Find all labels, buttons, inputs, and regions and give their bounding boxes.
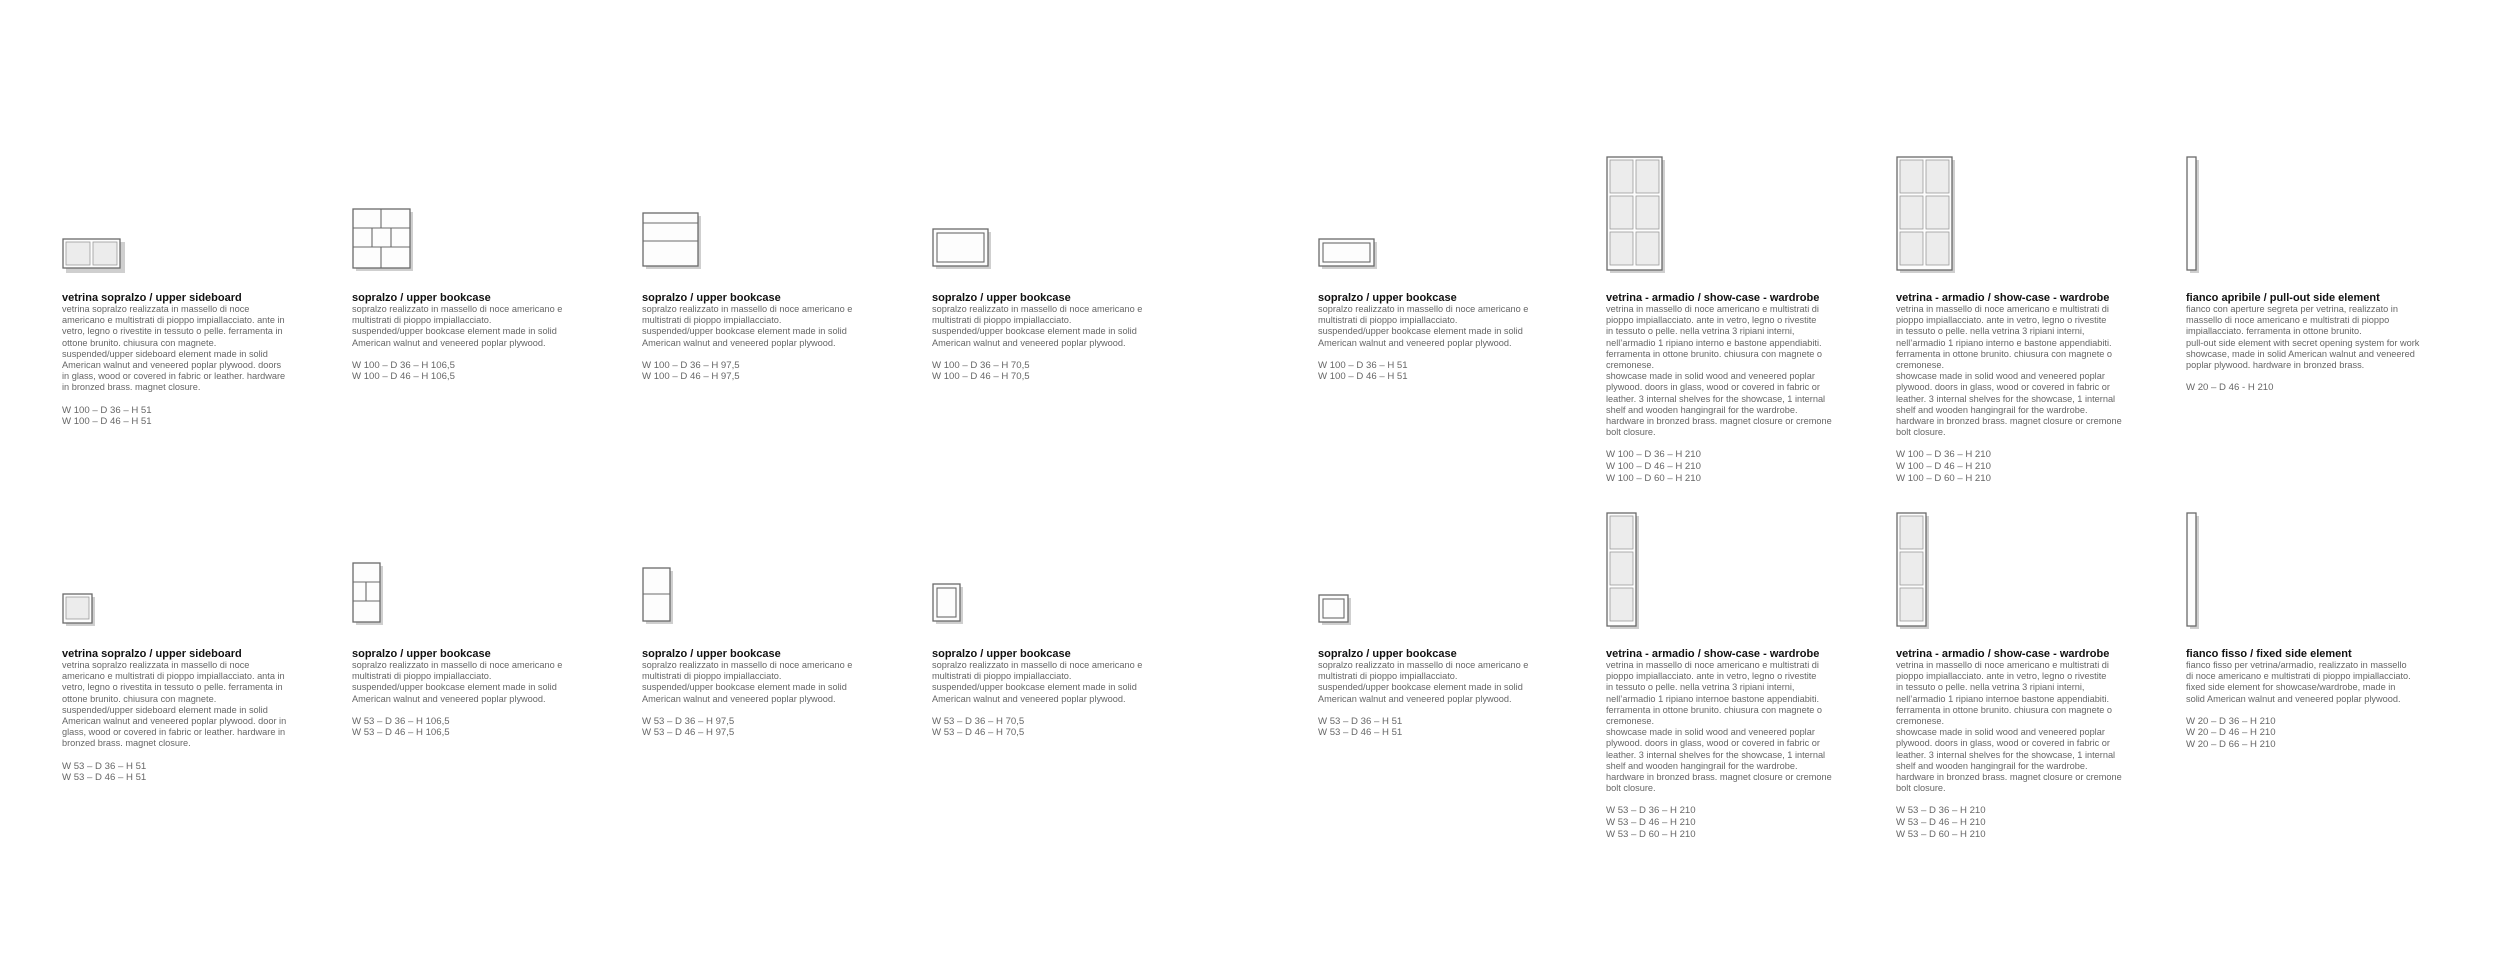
fixed-side-element-drawing <box>2186 512 2200 630</box>
product-dimensions: W 100 – D 36 – H 210 W 100 – D 46 – H 210 W 100 – D 60 – H 210 <box>1896 449 1991 484</box>
product-card <box>352 648 602 739</box>
product-dimensions: W 53 – D 36 – H 106,5 W 53 – D 46 – H 106,5 <box>352 715 450 739</box>
upper-bookcase-narrow-51-drawing <box>1318 594 1352 626</box>
product-card <box>642 292 892 383</box>
product-description: sopralzo realizzato in massello di noce americano e multistrati di pioppo impiallacciato. suspended/upper bookcase element made in solid American walnut and veneered poplar plywood. <box>352 660 563 704</box>
product-description: vetrina sopralzo realizzata in massello di noce americano e multistrati di pioppo impiallacciato. anta in vetro, legno o rivestita in tessuto o pelle. ferramenta in ottone brunito. chiusura con magnete. suspended/upper sideboard element made in solid American walnut and veneered poplar plywood. door in glass, wood or covered in fabric or leather. hardware in bronzed brass. magnet closure. <box>62 660 287 749</box>
product-title: vetrina - armadio / show-case - wardrobe <box>1606 292 1820 304</box>
product-description: sopralzo realizzato in massello di noce americano e multistrati di pioppo impiallacciato. suspended/upper bookcase element made in solid American walnut and veneered poplar plywood. <box>1318 304 1529 348</box>
product-title: vetrina - armadio / show-case - wardrobe <box>1896 292 2110 304</box>
product-dimensions: W 100 – D 36 – H 51 W 100 – D 46 – H 51 <box>62 404 152 428</box>
product-dimensions: W 20 – D 46 - H 210 <box>2186 382 2274 394</box>
product-card <box>1318 648 1568 739</box>
product-description: sopralzo realizzato in massello di noce americano e multistrati di pioppo impiallacciato. suspended/upper bookcase element made in solid American walnut and veneered poplar plywood. <box>932 660 1143 704</box>
product-title: vetrina sopralzo / upper sideboard <box>62 292 242 304</box>
upper-sideboard-wide-drawing <box>62 238 126 274</box>
showcase-wardrobe-wide-drawing <box>1896 156 1956 274</box>
showcase-wardrobe-narrow-drawing <box>1896 512 1930 630</box>
product-card <box>642 648 892 739</box>
product-description: sopralzo realizzato in massello di noce americano e multistrati di pioppo impiallacciato. suspended/upper bookcase element made in solid American walnut and veneered poplar plywood. <box>642 304 853 348</box>
product-card <box>1896 292 2146 484</box>
product-title: sopralzo / upper bookcase <box>352 292 491 304</box>
product-card <box>2186 648 2436 751</box>
product-dimensions: W 100 – D 36 – H 70,5 W 100 – D 46 – H 70,5 <box>932 359 1030 383</box>
product-description: fianco fisso per vetrina/armadio, realizzato in massello di noce americano e multistrati di pioppo impiallacciato. fixed side element for showcase/wardrobe, made in solid American walnut and veneered poplar plywood. <box>2186 660 2411 704</box>
product-dimensions: W 100 – D 36 – H 51 W 100 – D 46 – H 51 <box>1318 359 1408 383</box>
product-description: fianco con aperture segreta per vetrina, realizzato in massello di noce americano e multistrati di pioppo impiallacciato. ferramenta in ottone brunito. pull-out side element with secret opening system for work showcase, made in solid American walnut and veneered poplar plywood. hardware in bronzed brass. <box>2186 304 2420 371</box>
upper-bookcase-narrow-705-drawing <box>932 583 964 625</box>
upper-bookcase-975-drawing <box>642 212 702 270</box>
product-dimensions: W 100 – D 36 – H 106,5 W 100 – D 46 – H 106,5 <box>352 359 455 383</box>
product-title: fianco apribile / pull-out side element <box>2186 292 2380 304</box>
product-title: vetrina - armadio / show-case - wardrobe <box>1896 648 2110 660</box>
product-description: sopralzo realizzato in massello di noce americano e multistrati di pioppo impiallacciato. suspended/upper bookcase element made in solid American walnut and veneered poplar plywood. <box>642 660 853 704</box>
product-card <box>62 648 312 784</box>
product-dimensions: W 53 – D 36 – H 51 W 53 – D 46 – H 51 <box>1318 715 1403 739</box>
showcase-wardrobe-narrow-drawing <box>1606 512 1640 630</box>
upper-bookcase-narrow-975-drawing <box>642 567 674 625</box>
product-dimensions: W 53 – D 36 – H 210 W 53 – D 46 – H 210 W 53 – D 60 – H 210 <box>1896 805 1986 840</box>
product-description: vetrina in massello di noce americano e multistrati di pioppo impiallacciato. ante in vetro, legno o rivestite in tessuto o pelle. nella vetrina 3 ripiani interni, nell’armadio 1 ripiano interno e bastone appendiabiti. ferramenta in ottone brunito. chiusura con magnete o cremonese. showcase made in solid wood and veneered poplar plywood. doors in glass, wood or covered in fabric or leather. 3 internal shelves for the showcase, 1 internal shelf and wooden hangingrail for the wardrobe. hardware in bronzed brass. magnet closure or cremone bolt closure. <box>1606 304 1832 438</box>
product-dimensions: W 53 – D 36 – H 51 W 53 – D 46 – H 51 <box>62 760 147 784</box>
product-description: vetrina in massello di noce americano e multistrati di pioppo impiallacciato. ante in vetro, legno o rivestite in tessuto o pelle. nella vetrina 3 ripiani interni, nell’armadio 1 ripiano internoe bastone appendiabiti. ferramenta in ottone brunito. chiusura con magnete o cremonese. showcase made in solid wood and veneered poplar plywood. doors in glass, wood or covered in fabric or leather. 3 internal shelves for the showcase, 1 internal shelf and wooden hangingrail for the wardrobe. hardware in bronzed brass. magnet closure or cremone bolt closure. <box>1896 660 2122 794</box>
product-card <box>1606 292 1856 484</box>
product-description: sopralzo realizzato in massello di noce americano e multistrati di pioppo impiallacciato. suspended/upper bookcase element made in solid American walnut and veneered poplar plywood. <box>932 304 1143 348</box>
upper-bookcase-narrow-1065-drawing <box>352 562 384 626</box>
product-dimensions: W 53 – D 36 – H 70,5 W 53 – D 46 – H 70,5 <box>932 715 1025 739</box>
pull-out-side-element-drawing <box>2186 156 2200 274</box>
upper-sideboard-narrow-drawing <box>62 593 96 627</box>
upper-bookcase-51-drawing <box>1318 238 1378 270</box>
product-card <box>1896 648 2146 840</box>
product-title: sopralzo / upper bookcase <box>1318 292 1457 304</box>
upper-bookcase-1065-drawing <box>352 208 414 272</box>
product-dimensions: W 53 – D 36 – H 210 W 53 – D 46 – H 210 W 53 – D 60 – H 210 <box>1606 805 1696 840</box>
product-title: sopralzo / upper bookcase <box>642 648 781 660</box>
upper-bookcase-705-drawing <box>932 228 992 270</box>
product-card <box>932 648 1182 739</box>
product-title: sopralzo / upper bookcase <box>642 292 781 304</box>
product-card <box>352 292 602 383</box>
product-card <box>2186 292 2436 394</box>
product-title: vetrina sopralzo / upper sideboard <box>62 648 242 660</box>
product-title: sopralzo / upper bookcase <box>932 648 1071 660</box>
product-title: sopralzo / upper bookcase <box>932 292 1071 304</box>
product-description: vetrina sopralzo realizzata in massello di noce americano e multistrati di pioppo impiallacciato. ante in vetro, legno o rivestite in tessuto o pelle. ferramenta in ottone brunito. chiusura con magnete. suspended/upper sideboard element made in solid American walnut and veneered poplar plywood. doors in glass, wood or covered in fabric or leather. hardware in bronzed brass. magnet closure. <box>62 304 286 393</box>
product-dimensions: W 20 – D 36 – H 210 W 20 – D 46 – H 210 W 20 – D 66 – H 210 <box>2186 715 2276 750</box>
product-description: vetrina in massello di noce americano e multistrati di pioppo impiallacciato. ante in vetro, legno o rivestite in tessuto o pelle. nella vetrina 3 ripiani interni, nell’armadio 1 ripiano internoe bastone appendiabiti. ferramenta in ottone brunito. chiusura con magnete o cremonese. showcase made in solid wood and veneered poplar plywood. doors in glass, wood or covered in fabric or leather. 3 internal shelves for the showcase, 1 internal shelf and wooden hangingrail for the wardrobe. hardware in bronzed brass. magnet closure or cremone bolt closure. <box>1606 660 1832 794</box>
product-description: sopralzo realizzato in massello di noce americano e multistrati di pioppo impiallacciato. suspended/upper bookcase element made in solid American walnut and veneered poplar plywood. <box>352 304 563 348</box>
product-dimensions: W 100 – D 36 – H 97,5 W 100 – D 46 – H 97,5 <box>642 359 740 383</box>
product-description: vetrina in massello di noce americano e multistrati di pioppo impiallacciato. ante in vetro, legno o rivestite in tessuto o pelle. nella vetrina 3 ripiani interni, nell’armadio 1 ripiano interno e bastone appendiabiti. ferramenta in ottone brunito. chiusura con magnete o cremonese. showcase made in solid wood and veneered poplar plywood. doors in glass, wood or covered in fabric or leather. 3 internal shelves for the showcase, 1 internal shelf and wooden hangingrail for the wardrobe. hardware in bronzed brass. magnet closure or cremone bolt closure. <box>1896 304 2122 438</box>
product-description: sopralzo realizzato in massello di noce americano e multistrati di pioppo impiallacciato. suspended/upper bookcase element made in solid American walnut and veneered poplar plywood. <box>1318 660 1529 704</box>
product-title: sopralzo / upper bookcase <box>1318 648 1457 660</box>
product-dimensions: W 53 – D 36 – H 97,5 W 53 – D 46 – H 97,5 <box>642 715 735 739</box>
product-card <box>1606 648 1856 840</box>
product-dimensions: W 100 – D 36 – H 210 W 100 – D 46 – H 210 W 100 – D 60 – H 210 <box>1606 449 1701 484</box>
product-card <box>932 292 1182 383</box>
product-title: fianco fisso / fixed side element <box>2186 648 2352 660</box>
product-card <box>62 292 312 428</box>
showcase-wardrobe-wide-drawing <box>1606 156 1666 274</box>
product-title: sopralzo / upper bookcase <box>352 648 491 660</box>
product-card <box>1318 292 1568 383</box>
product-title: vetrina - armadio / show-case - wardrobe <box>1606 648 1820 660</box>
